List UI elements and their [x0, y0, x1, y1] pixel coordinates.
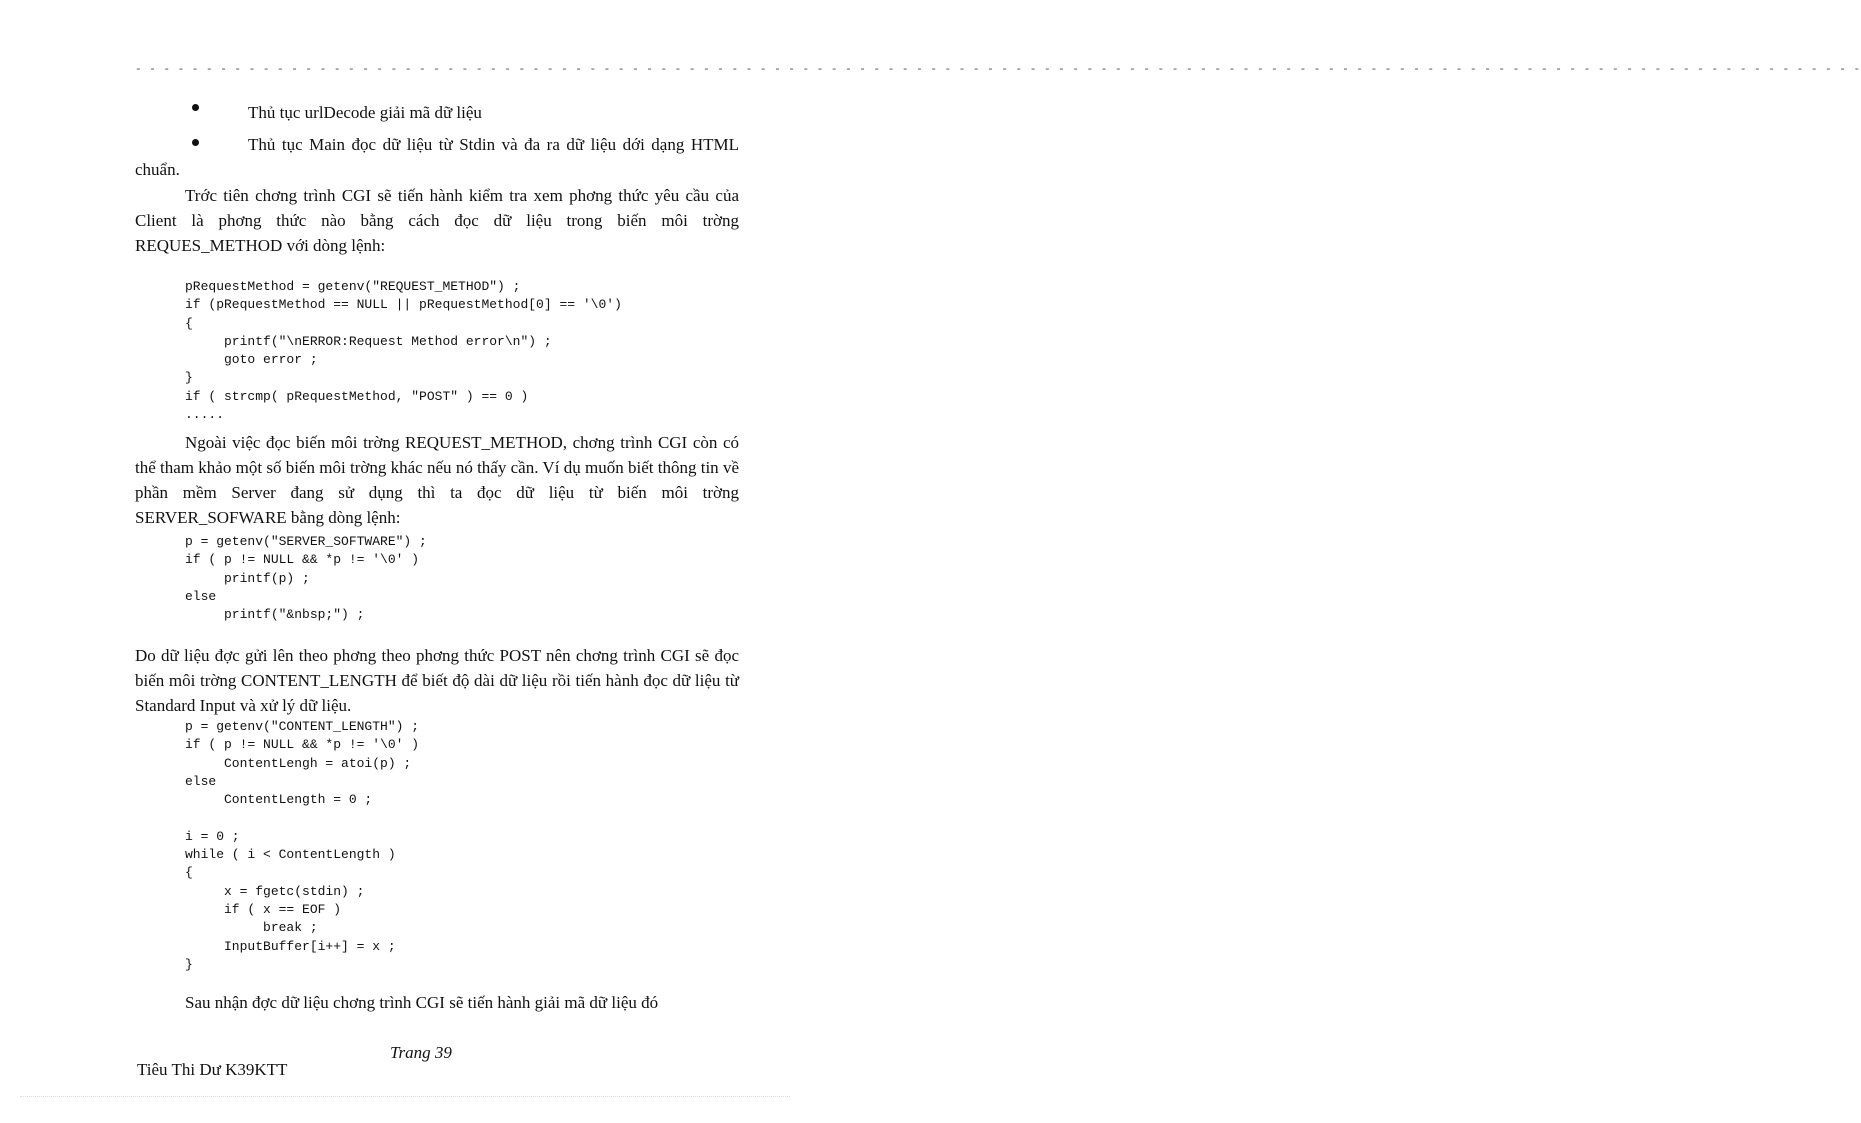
bullet-item: Thủ tục Main đọc dữ liệu từ Stdin và đa ra dữ liệu dới dạng HTML chuẩn. [135, 135, 739, 179]
footer-author: Tiêu Thi Dư K39KTT [137, 1060, 288, 1079]
paragraph: Do dữ liệu đợc gửi lên theo phơng theo phơng thức POST nên chơng trình CGI sẽ đọc biến môi trờng CONTENT_LENGTH để biết độ dài dữ liệu rồi tiến hành đọc dữ liệu từ Standard Input và xử lý dữ liệu. [135, 646, 739, 715]
code-block: p = getenv("SERVER_SOFTWARE") ; if ( p != NULL && *p != '\0' ) printf(p) ; else printf("&nbsp;") ; [185, 534, 427, 623]
paragraph: Sau nhận đợc dữ liệu chơng trình CGI sẽ tiến hành giải mã dữ liệu đó [185, 993, 659, 1012]
paragraph: Ngoài việc đọc biến môi trờng REQUEST_METHOD, chơng trình CGI còn có thể tham khảo một số biến môi trờng khác nếu nó thấy cần. Ví dụ muốn biết thông tin về phần mềm Server đang sử dụng thì ta đọc dữ liệu từ biến môi trờng SERVER_SOFWARE bằng dòng lệnh: [135, 433, 739, 527]
bottom-dotted-rule [20, 1096, 790, 1097]
paragraph: Trớc tiên chơng trình CGI sẽ tiến hành kiểm tra xem phơng thức yêu cầu của Client là phơng thức nào bằng cách đọc dữ liệu trong biến môi trờng REQUES_METHOD với dòng lệnh: [135, 186, 739, 255]
bullet-dot-icon [192, 104, 199, 111]
code-block: p = getenv("CONTENT_LENGTH") ; if ( p != NULL && *p != '\0' ) ContentLengh = atoi(p) ; else ContentLength = 0 ; i = 0 ; while ( i < ContentLength ) { x = fgetc(stdin) ; if ( x == EOF ) break ; InputBuffer[i++] = x ; } [185, 719, 420, 972]
header-dashed-rule: - - - - - - - - - - - - - - - - - - - - - - - - - - - - - - - - - - - - - - - - - - - - - - - - - - - - - - - - - - - - - - - - - - - - - - - - - - - - - - - - - - - - - - - - - - - - - - - - - - - - - - - - - - - - - - - - - - - - - - - - - - [135, 64, 1861, 76]
bullet-item: Thủ tục urlDecode giải mã dữ liệu [248, 103, 482, 122]
code-block: pRequestMethod = getenv("REQUEST_METHOD") ; if (pRequestMethod == NULL || pRequestMethod[0] == '\0') { printf("\nERROR:Request Method error\n") ; goto error ; } if ( strcmp( pRequestMethod, "POST" ) == 0 ) ..... [185, 279, 622, 423]
page-number: Trang 39 [390, 1043, 452, 1062]
